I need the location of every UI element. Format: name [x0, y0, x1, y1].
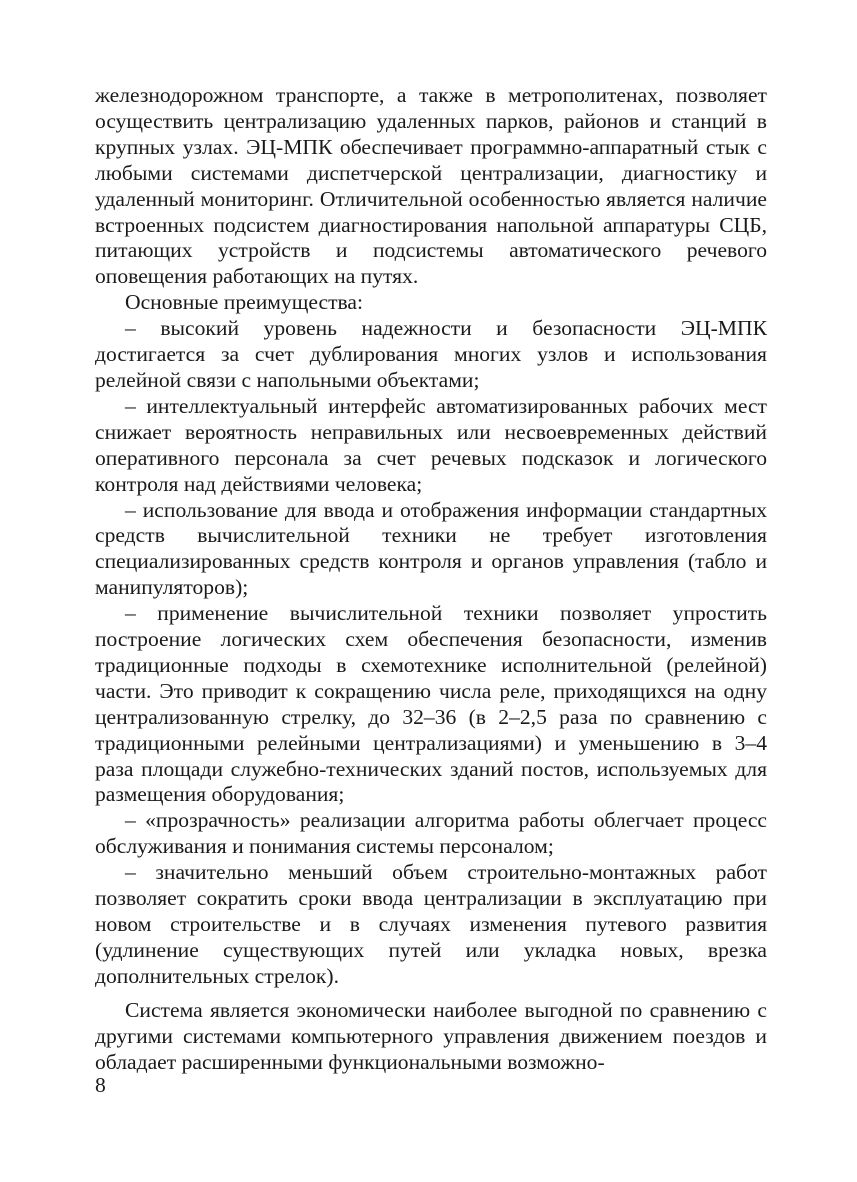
list-item-transparency: – «прозрачность» реализации алгоритма работы облегчает процесс обслуживания и понимания системы персоналом; [95, 808, 767, 859]
paragraph-continuation: железнодорожном транспорте, а также в метрополитенах, позволяет осуществить централизацию удаленных парков, районов и станций в крупных узлах. ЭЦ-МПК обеспечивает программно-аппаратный стык с любыми системами диспетчерской централизации, диагностику и удаленный мониторинг. Отличительной особенностью является наличие встроенных подсистем диагностирования напольной аппаратуры СЦБ, питающих устройств и подсистемы автоматического речевого оповещения работающих на путях. [95, 83, 767, 289]
list-item-standard-equipment: – использование для ввода и отображения информации стандартных средств вычислительной техники не требует изготовления специализированных средств контроля и органов управления (табло и манипуляторов); [95, 497, 767, 600]
list-item-computing: – применение вычислительной техники позволяет упростить построение логических схем обеспечения безопасности, изменив традиционные подходы в схемотехнике исполнительной (релейной) части. Это приводит к сокращению числа реле, приходящихся на одну централизованную стрелку, до 32–36 (в 2–2,5 раза по сравнению с традиционными релейными централизациями) и уменьшению в 3–4 раза площади служебно-технических зданий постов, используемых для размещения оборудования; [95, 601, 767, 807]
list-item-construction: – значительно меньший объем строительно-монтажных работ позволяет сократить сроки ввода централизации в эксплуатацию при новом строительстве и в случаях изменения путевого развития (удлинение существующих путей или укладка новых, врезка дополнительных стрелок). [95, 860, 767, 988]
page-number: 8 [95, 1073, 106, 1097]
list-item-interface: – интеллектуальный интерфейс автоматизированных рабочих мест снижает вероятность неправильных или несвоевременных действий оперативного персонала за счет речевых подсказок и логического контроля над действиями человека; [95, 393, 767, 496]
list-item-reliability: – высокий уровень надежности и безопасности ЭЦ-МПК достигается за счет дублирования многих узлов и использования релейной связи с напольными объектами; [95, 316, 767, 392]
body-text [95, 83, 767, 1075]
paragraph-advantages-heading: Основные преимущества: [125, 290, 363, 315]
paragraph-conclusion: Система является экономически наиболее выгодной по сравнению с другими системами компьютерного управления движением поездов и обладает расширенными функциональными возможно- [95, 997, 767, 1074]
